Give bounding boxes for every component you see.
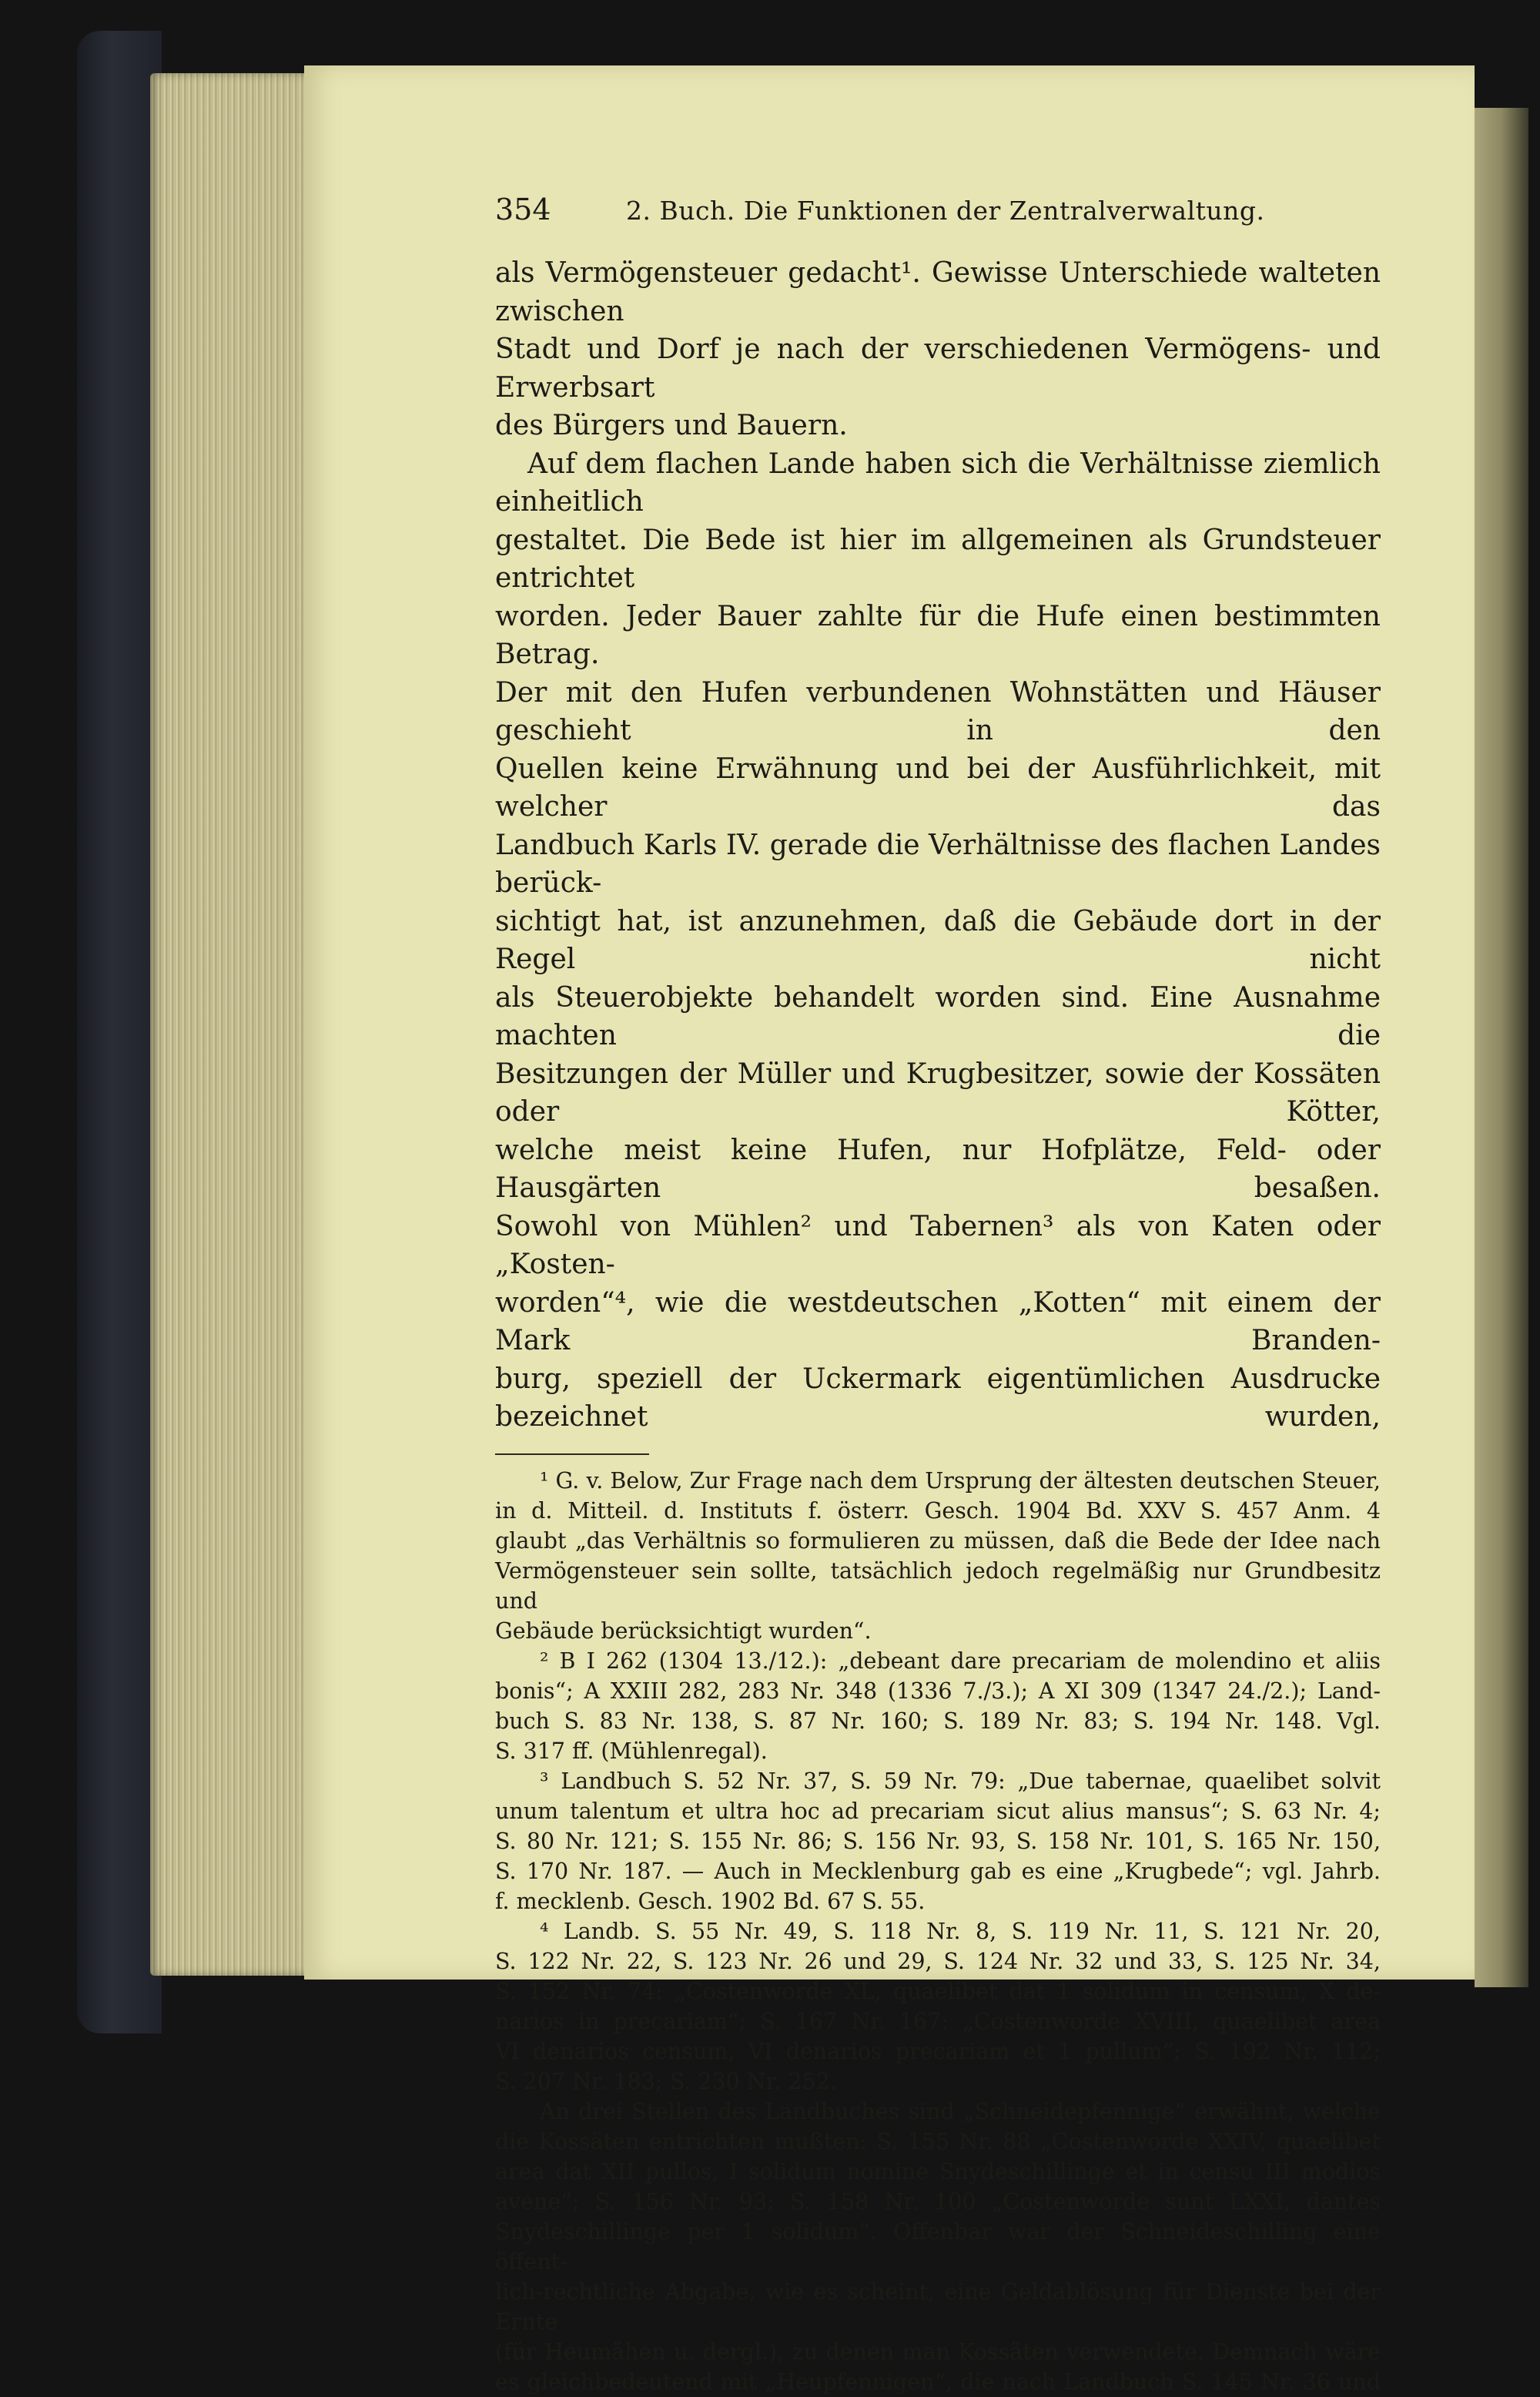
book-cover-spine <box>77 31 162 2033</box>
footnote-line: unum talentum et ultra hoc ad precariam sicut alius mansus“; S. 63 Nr. 4; <box>495 1798 1381 1824</box>
footnote-line: S. 170 Nr. 187. — Auch in Mecklenburg gab es eine „Krugbede“; vgl. Jahrb. <box>495 1858 1381 1884</box>
text-line: Auf dem flachen Lande haben sich die Verhältnisse ziemlich einheitlich <box>495 448 1381 518</box>
footnote-line: S. 152 Nr. 74: „Costenworde XL, quaelibet dat 1 solidum in censum, X de- <box>495 1978 1381 2004</box>
footnote-line: ⁴ Landb. S. 55 Nr. 49, S. 118 Nr. 8, S. 119 Nr. 11, S. 121 Nr. 20, <box>540 1918 1381 1944</box>
footnote-line: glaubt „das Verhältnis so formulieren zu müssen, daß die Bede der Idee nach <box>495 1527 1381 1554</box>
footnote-line: area dat XII pullos, I solidum nomine Snydeschillinge et in censu III modios <box>495 2158 1381 2184</box>
page-number: 354 <box>495 193 551 226</box>
footnote-1 <box>495 1466 1381 1646</box>
footnote-line: S. 317 ff. (Mühlenregal). <box>495 1738 768 1764</box>
footnote-line: Snydeschillinge per 1 solidum“. Offenbar war der Schneideschilling eine öffent- <box>495 2218 1381 2275</box>
text-line: burg, speziell der Uckermark eigentümlichen Ausdrucke bezeichnet wurden, <box>495 1363 1381 1433</box>
footnote-line: Vermögensteuer sein sollte, tatsächlich jedoch regelmäßig nur Grundbesitz und <box>495 1557 1381 1614</box>
text-line: Landbuch Karls IV. gerade die Verhältnisse des flachen Landes berück- <box>495 829 1381 899</box>
text-line: gestaltet. Die Bede ist hier im allgemeinen als Grundsteuer entrichtet <box>495 524 1381 594</box>
footnote-rule <box>495 1453 649 1455</box>
footnote-line: die Kossäten entrichten mußten: S. 155 Nr. 88 „Costenworde XXIV, quaelibet <box>495 2128 1381 2154</box>
footnote-line: S. 122 Nr. 22, S. 123 Nr. 26 und 29, S. 124 Nr. 32 und 33, S. 125 Nr. 34, <box>495 1948 1381 1974</box>
footnote-line: es gleichbedeutend mit „Heupfennigen“, die nach Landbuch S. 145 Nr. 36 und <box>495 2369 1381 2395</box>
footnote-line: ³ Landbuch S. 52 Nr. 37, S. 59 Nr. 79: „Due tabernae, quaelibet solvit <box>540 1768 1381 1794</box>
text-line: worden. Jeder Bauer zahlte für die Hufe einen bestimmten Betrag. <box>495 600 1381 670</box>
paragraph-2 <box>495 445 1381 1437</box>
text-line: Besitzungen der Müller und Krugbesitzer, sowie der Kossäten oder Kötter, <box>495 1058 1381 1128</box>
text-line: sichtigt hat, ist anzunehmen, daß die Gebäude dort in der Regel nicht <box>495 905 1381 975</box>
footnote-line: lich-rechtliche Abgabe, wie es scheint, eine Geldablösung für Dienste bei der Ernte <box>495 2278 1381 2335</box>
running-head <box>495 193 1381 226</box>
footnote-line: VI denarios censum, VI denarios precariam et 1 pullum“; S. 192 Nr. 112; <box>495 2038 1381 2064</box>
footnote-4 <box>495 1916 1381 2097</box>
text-line: des Bürgers und Bauern. <box>495 410 848 441</box>
footnote-line: An drei Stellen des Landbuches sind „Schneidepfennige“ erwähnt, welche <box>540 2098 1381 2124</box>
text-line: Sowohl von Mühlen² und Tabernen³ als von Katen oder „Kosten- <box>495 1210 1381 1280</box>
paragraph-1 <box>495 254 1381 445</box>
text-line: als Steuerobjekte behandelt worden sind. Eine Ausnahme machten die <box>495 981 1381 1051</box>
page-text-area <box>495 193 1381 2397</box>
footnote-4-continuation <box>495 2097 1381 2397</box>
text-line: Der mit den Hufen verbundenen Wohnstätten und Häuser geschieht in den <box>495 676 1381 746</box>
text-line: Quellen keine Erwähnung und bei der Ausführlichkeit, mit welcher das <box>495 753 1381 823</box>
text-line: als Vermögensteuer gedacht¹. Gewisse Unterschiede walteten zwischen <box>495 257 1381 327</box>
body-text <box>495 254 1381 1437</box>
footnote-line: Gebäude berücksichtigt wurden“. <box>495 1618 872 1644</box>
footnote-2 <box>495 1646 1381 1766</box>
footnote-line: ¹ G. v. Below, Zur Frage nach dem Ursprung der ältesten deutschen Steuer, <box>540 1467 1381 1494</box>
running-head-title: 2. Buch. Die Funktionen der Zentralverwaltung. <box>626 196 1265 226</box>
footnote-line: narios in precariam“; S. 167 Nr. 167: „Costenworde XVIII, quaelibet area <box>495 2008 1381 2034</box>
footnote-line: buch S. 83 Nr. 138, S. 87 Nr. 160; S. 189 Nr. 83; S. 194 Nr. 148. Vgl. <box>495 1708 1381 1734</box>
footnote-line: ² B I 262 (1304 13./12.): „debeant dare precariam de molendino et aliis <box>540 1648 1381 1674</box>
footnote-line: S. 207 Nr. 183; S. 230 Nr. 252. <box>495 2068 837 2094</box>
footnote-line: in d. Mitteil. d. Instituts f. österr. Gesch. 1904 Bd. XXV S. 457 Anm. 4 <box>495 1497 1381 1524</box>
footnote-line: bonis“; A XXIII 282, 283 Nr. 348 (1336 7./3.); A XI 309 (1347 24./2.); Land- <box>495 1678 1381 1704</box>
text-line: Stadt und Dorf je nach der verschiedenen Vermögens- und Erwerbsart <box>495 334 1381 404</box>
footnote-line: avene“; S. 156 Nr. 93; S. 158 Nr. 100 „Costenworde sunt LXXI, dantes <box>495 2188 1381 2214</box>
footnote-line: (für Heumähen u. dergl.), zu denen man Kossäten verwendete. Demnach wäre <box>495 2338 1381 2365</box>
page-edges <box>150 73 312 1976</box>
facing-page-edge <box>1475 108 1528 1987</box>
footnote-line: f. mecklenb. Gesch. 1902 Bd. 67 S. 55. <box>495 1888 926 1914</box>
footnote-3 <box>495 1766 1381 1916</box>
footnote-line: S. 80 Nr. 121; S. 155 Nr. 86; S. 156 Nr. 93, S. 158 Nr. 101, S. 165 Nr. 150, <box>495 1828 1381 1854</box>
text-line: welche meist keine Hufen, nur Hofplätze, Feld- oder Hausgärten besaßen. <box>495 1134 1381 1204</box>
text-line: worden“⁴, wie die westdeutschen „Kotten“ mit einem der Mark Branden- <box>495 1286 1381 1356</box>
footnotes <box>495 1466 1381 2397</box>
